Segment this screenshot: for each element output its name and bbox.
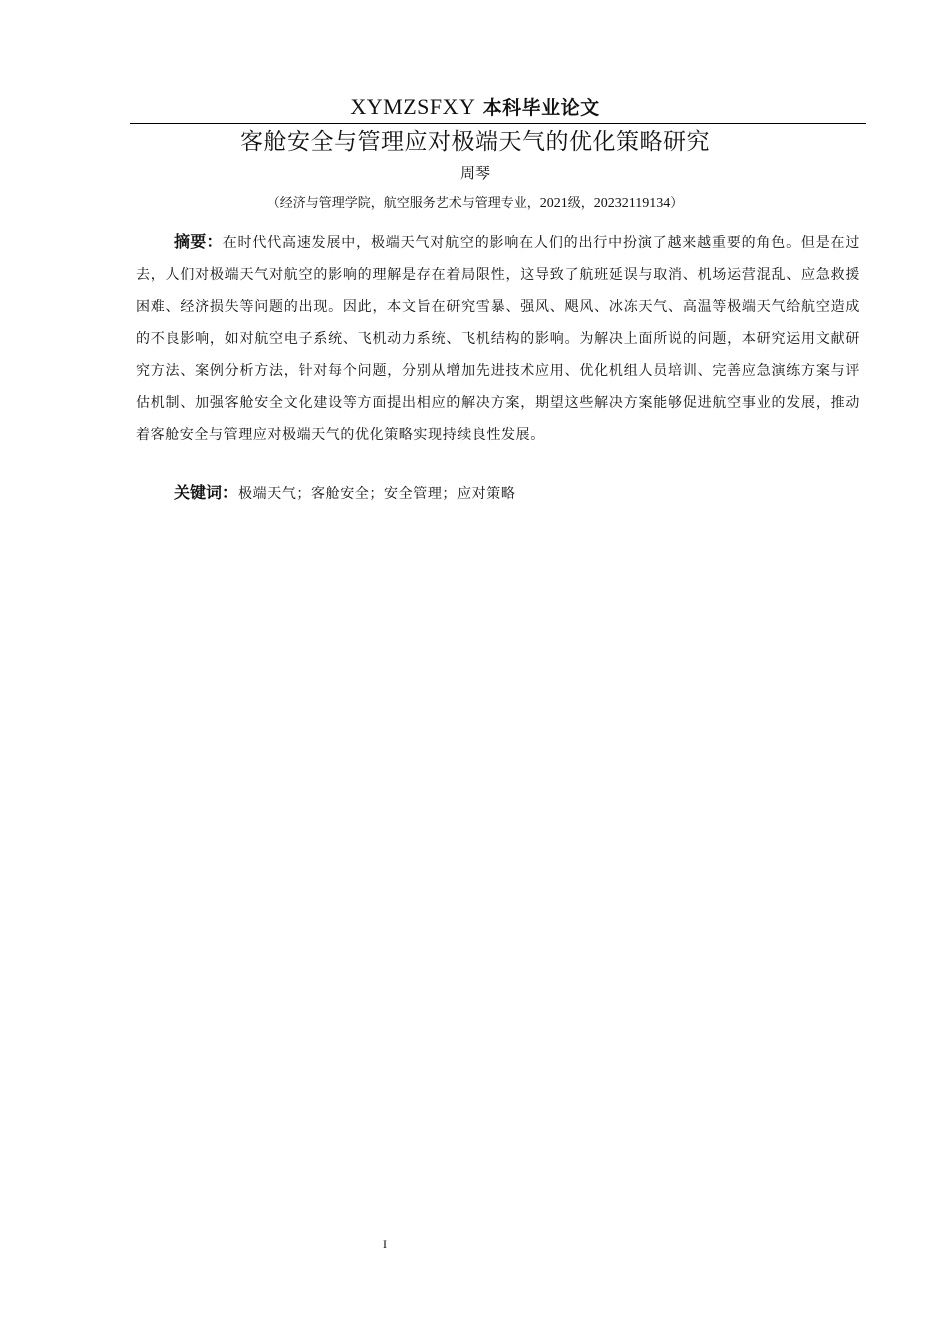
affiliation-year: 2021: [539, 196, 568, 211]
paper-title: 客舱安全与管理应对极端天气的优化策略研究: [240, 129, 710, 155]
keywords-line: [174, 480, 515, 507]
keywords-label: 关键词：: [174, 483, 239, 502]
affiliation-text: 经济与管理学院，航空服务艺术与管理专业，: [279, 196, 540, 211]
affiliation-grade: 级，: [567, 196, 594, 211]
abstract-paragraph: [136, 226, 860, 451]
header-label: 本科毕业论文: [482, 97, 600, 119]
abstract-label: 摘要：: [174, 232, 223, 251]
header-code: XYMZSFXY: [350, 94, 476, 119]
header-rule: [130, 123, 866, 124]
running-header: [0, 94, 950, 121]
affiliation-student-id: 20232119134: [593, 196, 671, 211]
page-number: I: [383, 1237, 387, 1251]
author-name: 周琴: [459, 164, 490, 182]
abstract-text: 在时代代高速发展中，极端天气对航空的影响在人们的出行中扮演了越来越重要的角色。但是在过去，人们对极端天气对航空的影响的理解是存在着局限性，这导致了航班延误与取消、机场运营混乱、应急救援困难、经济损失等问题的出现。因此，本文旨在研究雪暴、强风、飓风、冰冻天气、高温等极端天气给航空造成的不良影响，如对航空电子系统、飞机动力系统、飞机结构的影响。为解决上面所说的问题，本研究运用文献研究方法、案例分析方法，针对每个问题，分别从增加先进技术应用、优化机组人员培训、完善应急演练方案与评估机制、加强客舱安全文化建设等方面提出相应的解决方案，期望这些解决方案能够促进航空事业的发展，推动着客舱安全与管理应对极端天气的优化策略实现持续良性发展。: [136, 235, 860, 443]
affiliation-open-paren: （: [266, 196, 280, 211]
author-affiliation: [0, 194, 950, 214]
keywords-text: 极端天气；客舱安全；安全管理；应对策略: [238, 486, 516, 502]
affiliation-close-paren: ）: [670, 196, 684, 211]
